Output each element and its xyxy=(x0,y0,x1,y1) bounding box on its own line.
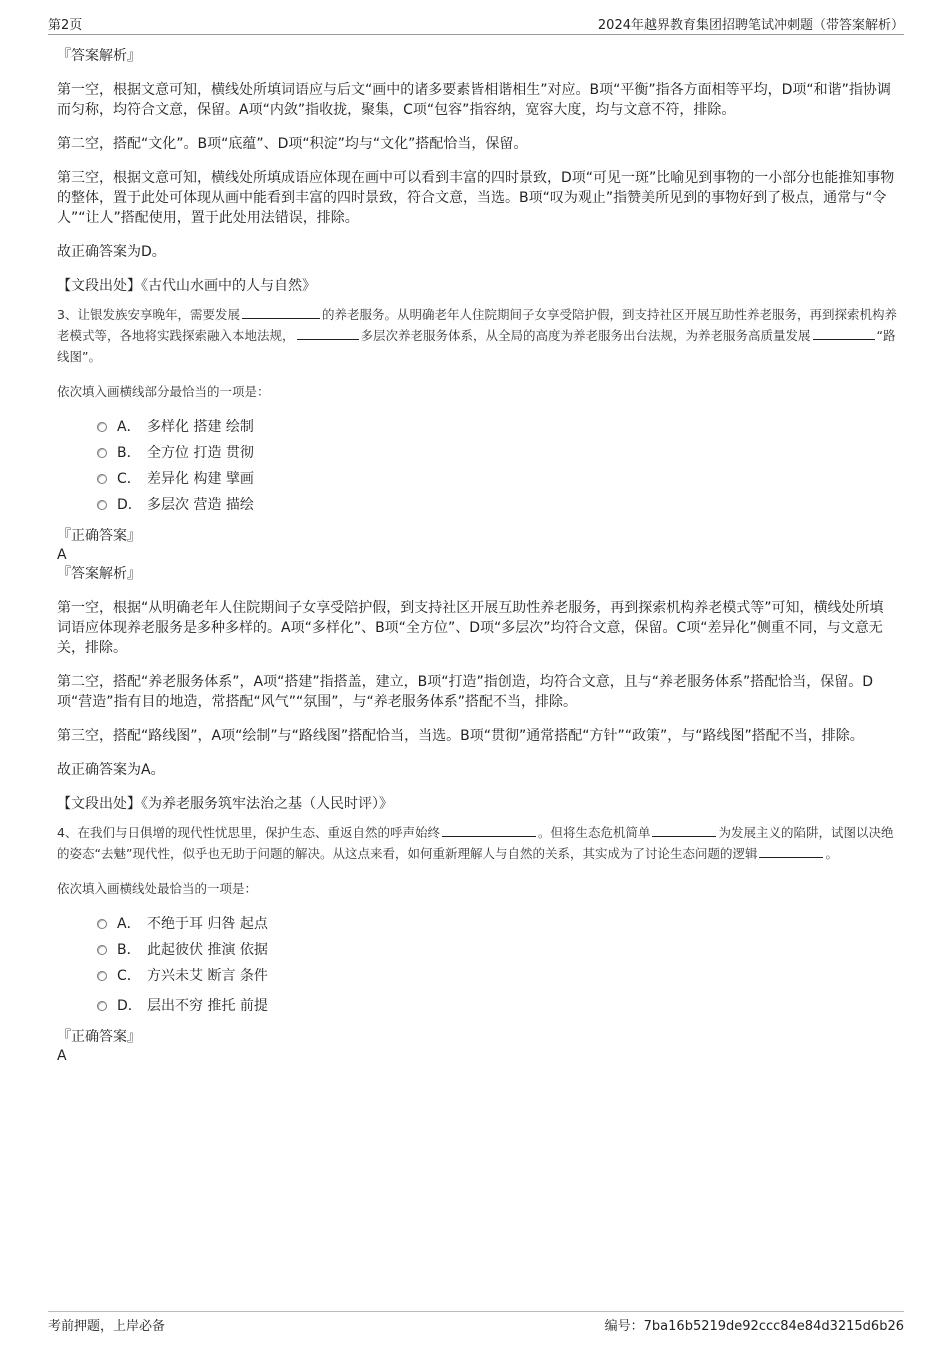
q3-analysis-para1: 第一空，根据“从明确老年人住院期间子女享受陪护假，到支持社区开展互助性养老服务，再到探索机构养老模式等”可知，横线处所填词语应体现养老服务是多种多样的。A项“多样化”、B项“全方位”、D项“多层次”均符合文意，保留。C项“差异化”侧重不同，与文意无关，排除。 xyxy=(57,600,884,656)
q2-analysis-para2: 第二空，搭配“文化”。B项“底蕴”、D项“积淀”均与“文化”搭配恰当，保留。 xyxy=(57,136,528,152)
radio-icon[interactable] xyxy=(97,945,107,955)
page-footer xyxy=(48,1311,904,1334)
radio-icon[interactable] xyxy=(97,422,107,432)
q3-options xyxy=(97,414,897,518)
q4-blank-2 xyxy=(652,822,716,837)
radio-icon[interactable] xyxy=(97,919,107,929)
q3-prompt: 依次填入画横线部分最恰当的一项是： xyxy=(57,384,270,399)
q3-option-d[interactable]: D． 多层次 营造 描绘 xyxy=(97,492,897,518)
q3-source: 【文段出处】《为养老服务筑牢法治之基（人民时评）》 xyxy=(57,796,393,812)
q4-correct-answer: A xyxy=(57,1048,67,1064)
q3-blank-2 xyxy=(297,325,359,340)
document-title: 2024年越界教育集团招聘笔试冲刺题（带答案解析） xyxy=(597,18,904,33)
q3-blank-3 xyxy=(813,325,875,340)
q4-option-c[interactable]: C． 方兴未艾 断言 条件 xyxy=(97,963,897,989)
page-header xyxy=(48,14,904,35)
q3-option-a[interactable]: A． 多样化 搭建 绘制 xyxy=(97,414,897,440)
radio-icon[interactable] xyxy=(97,448,107,458)
q4-option-d[interactable]: D． 层出不穷 推托 前提 xyxy=(97,993,897,1019)
q4-correct-label: 『正确答案』 xyxy=(57,1029,141,1045)
q2-analysis-para1: 第一空，根据文意可知，横线处所填词语应与后文“画中的诸多要素皆相谐相生”对应。B项“平衡”指各方面相等平均，D项“和谐”指协调而匀称，均符合文意，保留。A项“内敛”指收拢，聚集，C项“包容”指容纳，宽容大度，均与文意不符，排除。 xyxy=(57,82,891,118)
q4-options xyxy=(97,911,897,1019)
q3-analysis-label: 『答案解析』 xyxy=(57,566,141,582)
q3-option-b[interactable]: B． 全方位 打造 贯彻 xyxy=(97,440,897,466)
q3-analysis-para3: 第三空，搭配“路线图”，A项“绘制”与“路线图”搭配恰当，当选。B项“贯彻”通常搭配“方针”“政策”，与“路线图”搭配不当，排除。 xyxy=(57,728,864,744)
q3-correct-label: 『正确答案』 xyxy=(57,528,141,544)
q3-blank-1 xyxy=(242,304,320,319)
q4-question-text: 4、在我们与日俱增的现代性忧思里，保护生态、重返自然的呼声始终 。但将生态危机简单 为发展主义的陷阱，试图以决绝的姿态“去魅”现代性，似乎也无助于问题的解决。从这点来看，如何重新理解人与自然的关系，其实成为了讨论生态问题的逻辑 。 xyxy=(57,822,897,864)
q4-blank-1 xyxy=(442,822,536,837)
radio-icon[interactable] xyxy=(97,1001,107,1011)
document-id: 编号：7ba16b5219de92ccc84e84d3215d6b26 xyxy=(604,1319,904,1334)
q4-option-b[interactable]: B． 此起彼伏 推演 依据 xyxy=(97,937,897,963)
q3-question-text: 3、让银发族安享晚年，需要发展 的养老服务。从明确老年人住院期间子女享受陪护假，到支持社区开展互助性养老服务，再到探索机构养老模式等，各地将实践探索融入本地法规， 多层次养老服务体系，从全局的高度为养老服务出台法规，为养老服务高质量发展 “路线图”。 xyxy=(57,304,897,367)
radio-icon[interactable] xyxy=(97,971,107,981)
page-number: 第2页 xyxy=(48,18,83,33)
footer-slogan: 考前押题，上岸必备 xyxy=(48,1319,166,1334)
q3-correct-answer: A xyxy=(57,547,67,563)
q4-prompt: 依次填入画横线处最恰当的一项是： xyxy=(57,881,258,896)
radio-icon[interactable] xyxy=(97,500,107,510)
radio-icon[interactable] xyxy=(97,474,107,484)
q2-analysis-para3: 第三空，根据文意可知，横线处所填成语应体现在画中可以看到丰富的四时景致，D项“可见一斑”比喻见到事物的一小部分也能推知事物的整体，置于此处可体现从画中能看到丰富的四时景致，符合文意，当选。B项“叹为观止”指赞美所见到的事物好到了极点，通常与“令人”“让人”搭配使用，置于此处用法错误，排除。 xyxy=(57,170,895,226)
q3-conclusion: 故正确答案为A。 xyxy=(57,762,165,778)
q2-conclusion: 故正确答案为D。 xyxy=(57,244,166,260)
page-content xyxy=(57,46,897,1065)
q2-analysis-label: 『答案解析』 xyxy=(57,48,141,64)
q4-blank-3 xyxy=(759,843,823,858)
q3-option-c[interactable]: C． 差异化 构建 擘画 xyxy=(97,466,897,492)
q2-source: 【文段出处】《古代山水画中的人与自然》 xyxy=(57,278,316,294)
q3-analysis-para2: 第二空，搭配“养老服务体系”，A项“搭建”指搭盖，建立，B项“打造”指创造，均符合文意，且与“养老服务体系”搭配恰当，保留。D项“营造”指有目的地造，常搭配“风气”“氛围”，与“养老服务体系”搭配不当，排除。 xyxy=(57,674,873,710)
q4-option-a[interactable]: A． 不绝于耳 归咎 起点 xyxy=(97,911,897,937)
